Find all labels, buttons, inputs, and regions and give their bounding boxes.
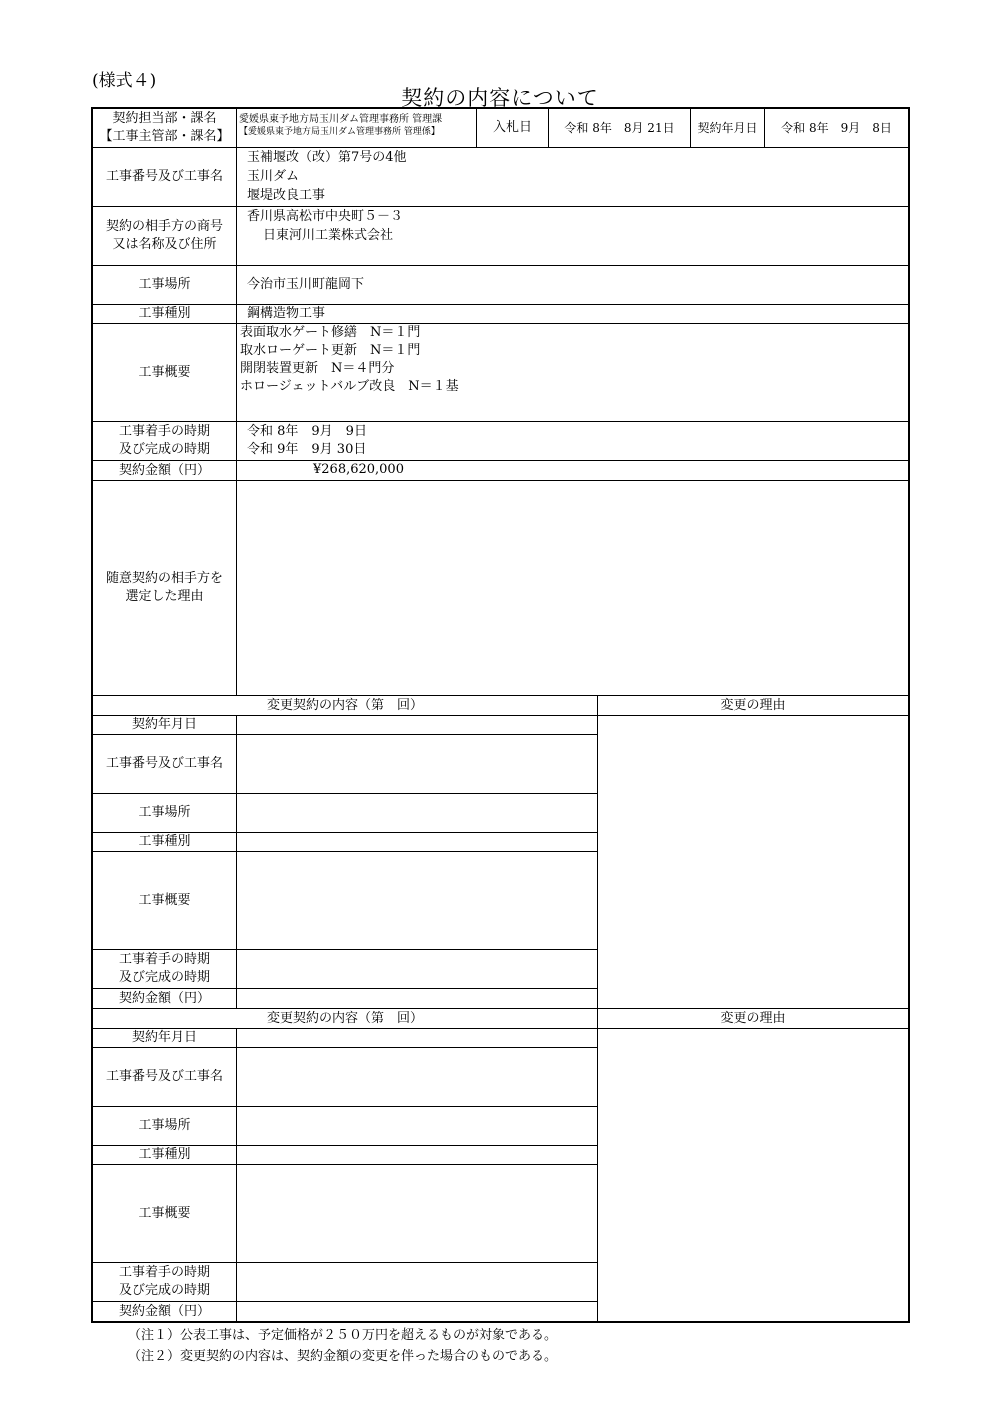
change1-location-label: 工事場所 bbox=[92, 793, 237, 833]
change1-header-left: 変更契約の内容（第 回） bbox=[92, 695, 598, 716]
change2-date-label: 契約年月日 bbox=[92, 1028, 237, 1048]
type-value: 鋼構造物工事 bbox=[236, 304, 909, 324]
change2-header-right: 変更の理由 bbox=[597, 1008, 909, 1029]
work-no-line: 堰堤改良工事 bbox=[247, 188, 326, 203]
table-frame bbox=[91, 107, 910, 1323]
dept-value-line1: 愛媛県東予地方局玉川ダム管理事務所 管理課 bbox=[239, 114, 443, 125]
change2-work-no-label: 工事番号及び工事名 bbox=[92, 1047, 237, 1107]
change2-amount-label: 契約金額（円） bbox=[92, 1301, 237, 1322]
change1-period-label-line2: 及び完成の時期 bbox=[118, 970, 210, 985]
page-title: 契約の内容について bbox=[401, 86, 599, 110]
amount-label: 契約金額（円） bbox=[92, 460, 237, 481]
change1-header-right: 変更の理由 bbox=[597, 695, 909, 716]
change2-type-label: 工事種別 bbox=[92, 1145, 237, 1165]
change1-work-no-label: 工事番号及び工事名 bbox=[92, 734, 237, 794]
change2-location-label: 工事場所 bbox=[92, 1106, 237, 1146]
location-value: 今治市玉川町龍岡下 bbox=[236, 265, 909, 305]
note-2: （注２）変更契約の内容は、契約金額の変更を伴った場合のものである。 bbox=[128, 1349, 558, 1364]
summary-line: ホロージェットバルブ改良 N＝１基 bbox=[240, 379, 459, 394]
change1-summary-label: 工事概要 bbox=[92, 851, 237, 950]
change2-summary-label: 工事概要 bbox=[92, 1164, 237, 1263]
period-label-line2: 及び完成の時期 bbox=[118, 442, 210, 457]
dept-value-line2: 【愛媛県東予地方局玉川ダム管理事務所 管理係】 bbox=[239, 127, 440, 137]
type-label: 工事種別 bbox=[92, 304, 237, 324]
end-date: 令和 9年 9月 30日 bbox=[247, 442, 367, 457]
reason-label-line2: 選定した理由 bbox=[125, 589, 204, 604]
bid-date-value: 令和 8年 8月 21日 bbox=[548, 108, 691, 148]
change2-header-left: 変更契約の内容（第 回） bbox=[92, 1008, 598, 1029]
note-1: （注１）公表工事は、予定価格が２５０万円を超えるものが対象である。 bbox=[128, 1328, 558, 1343]
bid-date-label: 入札日 bbox=[476, 108, 549, 148]
start-date: 令和 8年 9月 9日 bbox=[247, 424, 367, 439]
partner-name: 日東河川工業株式会社 bbox=[263, 228, 394, 243]
work-no-label: 工事番号及び工事名 bbox=[92, 147, 237, 207]
partner-address: 香川県高松市中央町５－３ bbox=[247, 209, 404, 224]
contract-date-label: 契約年月日 bbox=[690, 108, 765, 148]
work-no-line: 玉補堰改（改）第7号の4他 bbox=[247, 150, 407, 165]
dept-label-line1: 契約担当部・課名 bbox=[112, 111, 217, 126]
reason-label-line1: 随意契約の相手方を bbox=[105, 571, 223, 586]
amount-value: ¥268,620,000 bbox=[236, 460, 909, 481]
contract-date-value: 令和 8年 9月 8日 bbox=[764, 108, 909, 148]
change2-period-label-line1: 工事着手の時期 bbox=[118, 1265, 210, 1280]
partner-label-line1: 契約の相手方の商号 bbox=[105, 219, 223, 234]
summary-label: 工事概要 bbox=[92, 323, 237, 422]
dept-label-line2: 【工事主管部・課名】 bbox=[99, 129, 230, 144]
location-label: 工事場所 bbox=[92, 265, 237, 305]
work-no-line: 玉川ダム bbox=[247, 169, 300, 184]
change1-date-label: 契約年月日 bbox=[92, 715, 237, 735]
partner-label-line2: 又は名称及び住所 bbox=[112, 237, 217, 252]
change1-amount-label: 契約金額（円） bbox=[92, 988, 237, 1009]
change1-type-label: 工事種別 bbox=[92, 832, 237, 852]
period-label-line1: 工事着手の時期 bbox=[118, 424, 210, 439]
summary-line: 開閉装置更新 N＝４門分 bbox=[240, 361, 395, 376]
form-number: (様式４) bbox=[92, 71, 157, 91]
change1-period-label-line1: 工事着手の時期 bbox=[118, 952, 210, 967]
summary-line: 表面取水ゲート修繕 N＝１門 bbox=[240, 325, 421, 340]
summary-line: 取水ローゲート更新 N＝１門 bbox=[240, 343, 421, 358]
change2-period-label-line2: 及び完成の時期 bbox=[118, 1283, 210, 1298]
